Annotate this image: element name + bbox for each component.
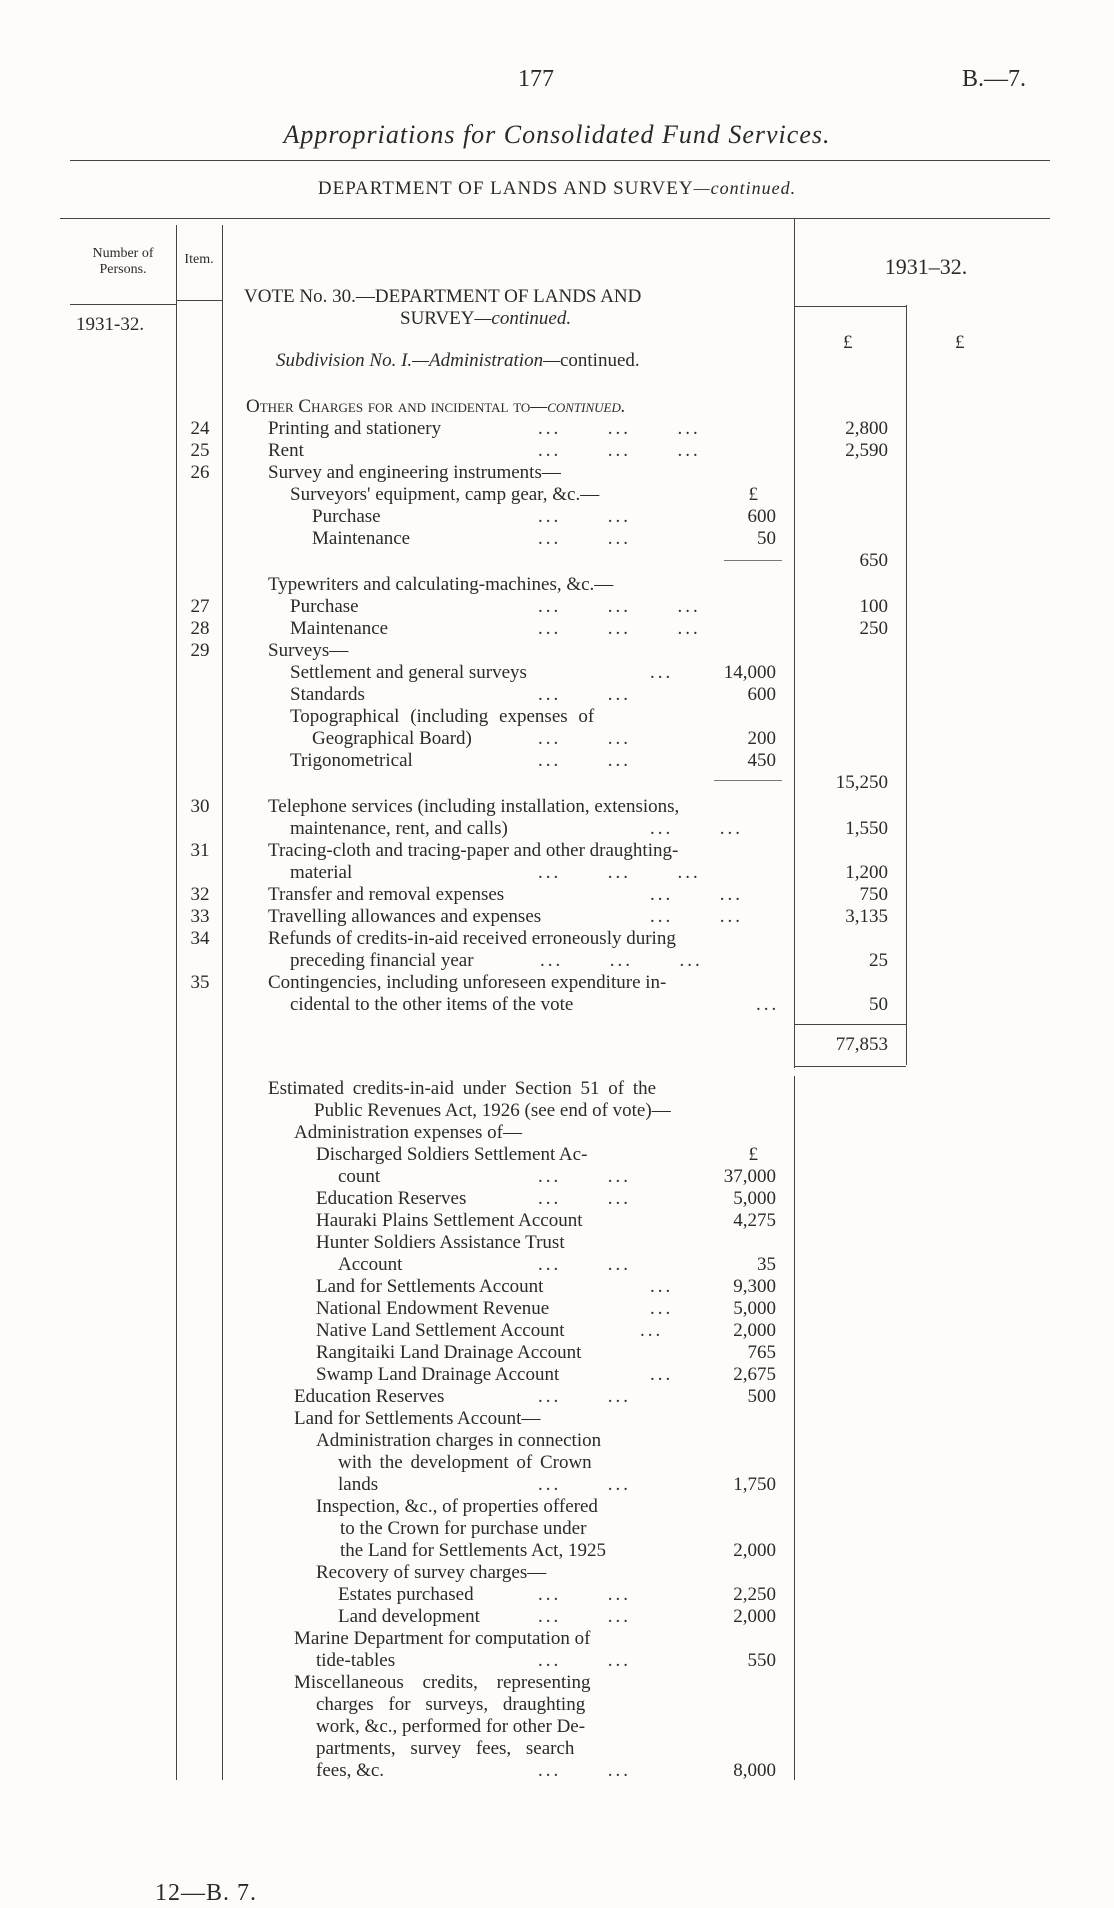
year-column-header: 1931–32. — [884, 254, 968, 279]
leader-dots: ... ... — [650, 884, 743, 905]
swamp-land-amount: 2,675 — [733, 1364, 776, 1385]
leader-dots: ... ... — [538, 1474, 631, 1495]
trigonometrical-amount: 450 — [747, 750, 776, 771]
misc-line2: charges for surveys, draughting — [316, 1694, 586, 1715]
misc-line4: partments, survey fees, search — [316, 1738, 575, 1759]
item-26-purchase-amount: 600 — [747, 506, 776, 527]
item-number-31: 31 — [190, 840, 210, 861]
subdivision-suffix: continued. — [559, 350, 640, 371]
other-charges-label: Other Charges for and incidental to — [246, 396, 531, 417]
leader-dots: ... ... — [538, 1386, 631, 1407]
leader-dots: ... — [650, 1364, 674, 1385]
item-number-26: 26 — [190, 462, 210, 483]
year-header-rule — [794, 306, 906, 307]
item-32-amount: 750 — [859, 884, 888, 905]
native-land: Native Land Settlement Account — [316, 1320, 565, 1341]
amount-column-rule — [794, 218, 795, 1068]
item-27-label: Purchase — [290, 596, 359, 617]
item-25-amount: 2,590 — [845, 440, 888, 461]
leader-dots: ... ... — [538, 1760, 631, 1781]
item-27-amount: 100 — [859, 596, 888, 617]
hunter-line2: Account — [338, 1254, 403, 1275]
item-34-line2: preceding financial year — [290, 950, 474, 971]
misc-line3: work, &c., performed for other De- — [316, 1716, 586, 1737]
item-26-sublabel: Surveyors' equipment, camp gear, &c.— — [290, 484, 600, 505]
item-34-line1: Refunds of credits-in-aid received erroneously during — [268, 928, 676, 949]
leader-dots: ... — [756, 994, 780, 1015]
item-header-rule — [176, 300, 222, 301]
national-endowment-amount: 5,000 — [733, 1298, 776, 1319]
page-title: Appropriations for Consolidated Fund Services. — [283, 120, 831, 149]
table-top-rule — [60, 218, 1050, 219]
leader-dots: ... ... — [538, 1606, 631, 1627]
persons-column-rule — [176, 225, 177, 1780]
leader-dots: ... ... — [538, 1166, 631, 1187]
subdivision-heading — [276, 350, 640, 372]
item-number-35: 35 — [190, 972, 210, 993]
typewriters-heading: Typewriters and calculating-machines, &c.— — [268, 574, 614, 595]
topographical-line1: Topographical (including expenses of — [290, 706, 595, 727]
vote-heading-line1: VOTE No. 30.—DEPARTMENT OF LANDS AND — [244, 286, 642, 307]
inspection-line3: the Land for Settlements Act, 1925 — [340, 1540, 606, 1561]
admin-line2: with the development of Crown — [338, 1452, 592, 1473]
standards: Standards — [290, 684, 365, 705]
native-land-amount: 2,000 — [733, 1320, 776, 1341]
item-30-line1: Telephone services (including installation, extensions, — [268, 796, 680, 817]
persons-header-rule — [70, 304, 176, 305]
national-endowment: National Endowment Revenue — [316, 1298, 550, 1319]
persons-column-header: Number of Persons. — [92, 246, 154, 277]
amount-subcolumn-rule — [906, 305, 907, 1065]
inspection-line2: to the Crown for purchase under — [340, 1518, 587, 1539]
dss-line2: count — [338, 1166, 381, 1187]
item-number-29: 29 — [190, 640, 210, 661]
hunter-amount: 35 — [757, 1254, 776, 1275]
land-settlements-amount: 9,300 — [733, 1276, 776, 1297]
land-development: Land development — [338, 1606, 480, 1627]
leader-dots: ... ... — [538, 684, 631, 705]
settlement-surveys: Settlement and general surveys — [290, 662, 527, 683]
education-reserves-amount: 5,000 — [733, 1188, 776, 1209]
item-31-line1: Tracing-cloth and tracing-paper and other draughting- — [268, 840, 679, 861]
item-26-maintenance-amount: 50 — [757, 528, 776, 549]
land-development-amount: 2,000 — [733, 1606, 776, 1627]
credits-line2: Public Revenues Act, 1926 (see end of vote)— — [314, 1100, 671, 1121]
item-26-purchase: Purchase — [312, 506, 381, 527]
item-28-amount: 250 — [859, 618, 888, 639]
item-number-34: 34 — [190, 928, 210, 949]
leader-dots: ... — [640, 1320, 664, 1341]
pound-symbol-2: £ — [955, 332, 965, 353]
item-number-27: 27 — [190, 596, 210, 617]
education-reserves-2: Education Reserves — [294, 1386, 445, 1407]
trigonometrical: Trigonometrical — [290, 750, 413, 771]
subtotal-rule — [714, 780, 782, 781]
standards-amount: 600 — [747, 684, 776, 705]
estates-purchased: Estates purchased — [338, 1584, 474, 1605]
leader-dots: ... ... — [538, 728, 631, 749]
leader-dots: ... ... — [538, 1254, 631, 1275]
subtotal-rule — [724, 560, 782, 561]
credits-pound: £ — [748, 1144, 758, 1165]
vote-survey: SURVEY — [400, 308, 475, 329]
leader-dots: ... ... ... — [538, 862, 701, 883]
item-31-line2: material — [290, 862, 353, 883]
item-30-amount: 1,550 — [845, 818, 888, 839]
credits-right-rule — [794, 1076, 795, 1780]
department-name: DEPARTMENT OF LANDS AND SURVEY — [317, 178, 694, 199]
item-35-line2: cidental to the other items of the vote — [290, 994, 574, 1015]
recovery-heading: Recovery of survey charges— — [316, 1562, 547, 1583]
item-24-amount: 2,800 — [845, 418, 888, 439]
leader-dots: ... ... — [538, 1584, 631, 1605]
grand-total: 77,853 — [835, 1034, 888, 1055]
page-number: 177 — [518, 66, 554, 92]
leader-dots: ... ... — [538, 506, 631, 527]
total-rule-bottom — [794, 1066, 906, 1067]
misc-line5: fees, &c. — [316, 1760, 385, 1781]
item-34-amount: 25 — [869, 950, 888, 971]
document-reference: B.—7. — [962, 66, 1027, 92]
land-settlements: Land for Settlements Account — [316, 1276, 544, 1297]
item-29-label: Surveys— — [268, 640, 349, 661]
admin-line1: Administration charges in connection — [316, 1430, 602, 1451]
item-33-amount: 3,135 — [845, 906, 888, 927]
persons-year: 1931-32. — [76, 314, 145, 335]
item-35-line1: Contingencies, including unforeseen expenditure in- — [268, 972, 667, 993]
item-column-rule — [222, 225, 223, 1780]
rangitaiki-amount: 765 — [747, 1342, 776, 1363]
total-rule-top — [794, 1024, 906, 1025]
item-32-label: Transfer and removal expenses — [268, 884, 505, 905]
item-29-total: 15,250 — [835, 772, 888, 793]
leader-dots: ... ... — [650, 906, 743, 927]
item-number-28: 28 — [190, 618, 210, 639]
education-reserves: Education Reserves — [316, 1188, 467, 1209]
leader-dots: ... ... — [650, 818, 743, 839]
leader-dots: ... ... ... — [538, 418, 701, 439]
leader-dots: ... ... — [538, 1650, 631, 1671]
item-33-label: Travelling allowances and expenses — [268, 906, 542, 927]
item-26-pound: £ — [748, 484, 758, 505]
item-number-25: 25 — [190, 440, 210, 461]
admin-amount: 1,750 — [733, 1474, 776, 1495]
title-rule — [70, 160, 1050, 161]
topographical-line2: Geographical Board) — [312, 728, 472, 749]
marine-line2: tide-tables — [316, 1650, 396, 1671]
item-35-amount: 50 — [869, 994, 888, 1015]
other-charges-suffix: —continued. — [530, 396, 626, 417]
dss-line1: Discharged Soldiers Settlement Ac- — [316, 1144, 588, 1165]
rangitaiki: Rangitaiki Land Drainage Account — [316, 1342, 582, 1363]
leader-dots: ... ... — [538, 1188, 631, 1209]
item-30-line2: maintenance, rent, and calls) — [290, 818, 508, 839]
misc-line1: Miscellaneous credits, representing — [294, 1672, 591, 1693]
item-26-label: Survey and engineering instruments— — [268, 462, 561, 483]
leader-dots: ... ... ... — [538, 596, 701, 617]
leader-dots: ... ... ... — [538, 618, 701, 639]
leader-dots: ... ... — [538, 528, 631, 549]
dss-amount: 37,000 — [723, 1166, 776, 1187]
hauraki: Hauraki Plains Settlement Account — [316, 1210, 583, 1231]
hauraki-amount: 4,275 — [733, 1210, 776, 1231]
inspection-amount: 2,000 — [733, 1540, 776, 1561]
item-25-label: Rent — [268, 440, 304, 461]
department-suffix: —continued. — [693, 178, 797, 198]
item-26-maintenance: Maintenance — [312, 528, 411, 549]
hunter-line1: Hunter Soldiers Assistance Trust — [316, 1232, 565, 1253]
marine-line1: Marine Department for computation of — [294, 1628, 591, 1649]
item-column-header: Item. — [184, 252, 214, 267]
topographical-amount: 200 — [747, 728, 776, 749]
leader-dots: ... ... — [538, 750, 631, 771]
department-heading — [0, 178, 1114, 200]
item-26-total: 650 — [859, 550, 888, 571]
page-footer: 12—B. 7. — [155, 1880, 258, 1906]
swamp-land: Swamp Land Drainage Account — [316, 1364, 560, 1385]
subdivision-label: Subdivision No. I.—Administration— — [276, 350, 560, 371]
marine-amount: 550 — [747, 1650, 776, 1671]
credits-line1: Estimated credits-in-aid under Section 51 of the — [268, 1078, 657, 1099]
vote-survey-suffix: —continued. — [474, 308, 572, 329]
lfs-heading: Land for Settlements Account— — [294, 1408, 541, 1429]
item-31-amount: 1,200 — [845, 862, 888, 883]
estates-purchased-amount: 2,250 — [733, 1584, 776, 1605]
leader-dots: ... ... ... — [540, 950, 703, 971]
item-28-label: Maintenance — [290, 618, 389, 639]
leader-dots: ... — [650, 1276, 674, 1297]
other-charges-heading — [246, 396, 626, 418]
pound-symbol-1: £ — [843, 332, 853, 353]
item-number-33: 33 — [190, 906, 210, 927]
leader-dots: ... ... ... — [538, 440, 701, 461]
item-24-label: Printing and stationery — [268, 418, 442, 439]
item-number-32: 32 — [190, 884, 210, 905]
leader-dots: ... — [650, 662, 674, 683]
leader-dots: ... — [650, 1298, 674, 1319]
admin-line3: lands — [338, 1474, 379, 1495]
settlement-surveys-amount: 14,000 — [723, 662, 776, 683]
vote-heading-line2 — [400, 308, 571, 330]
credits-line3: Administration expenses of— — [294, 1122, 522, 1143]
item-number-30: 30 — [190, 796, 210, 817]
misc-amount: 8,000 — [733, 1760, 776, 1781]
item-number-24: 24 — [190, 418, 210, 439]
education-reserves-2-amount: 500 — [747, 1386, 776, 1407]
inspection-line1: Inspection, &c., of properties offered — [316, 1496, 598, 1517]
